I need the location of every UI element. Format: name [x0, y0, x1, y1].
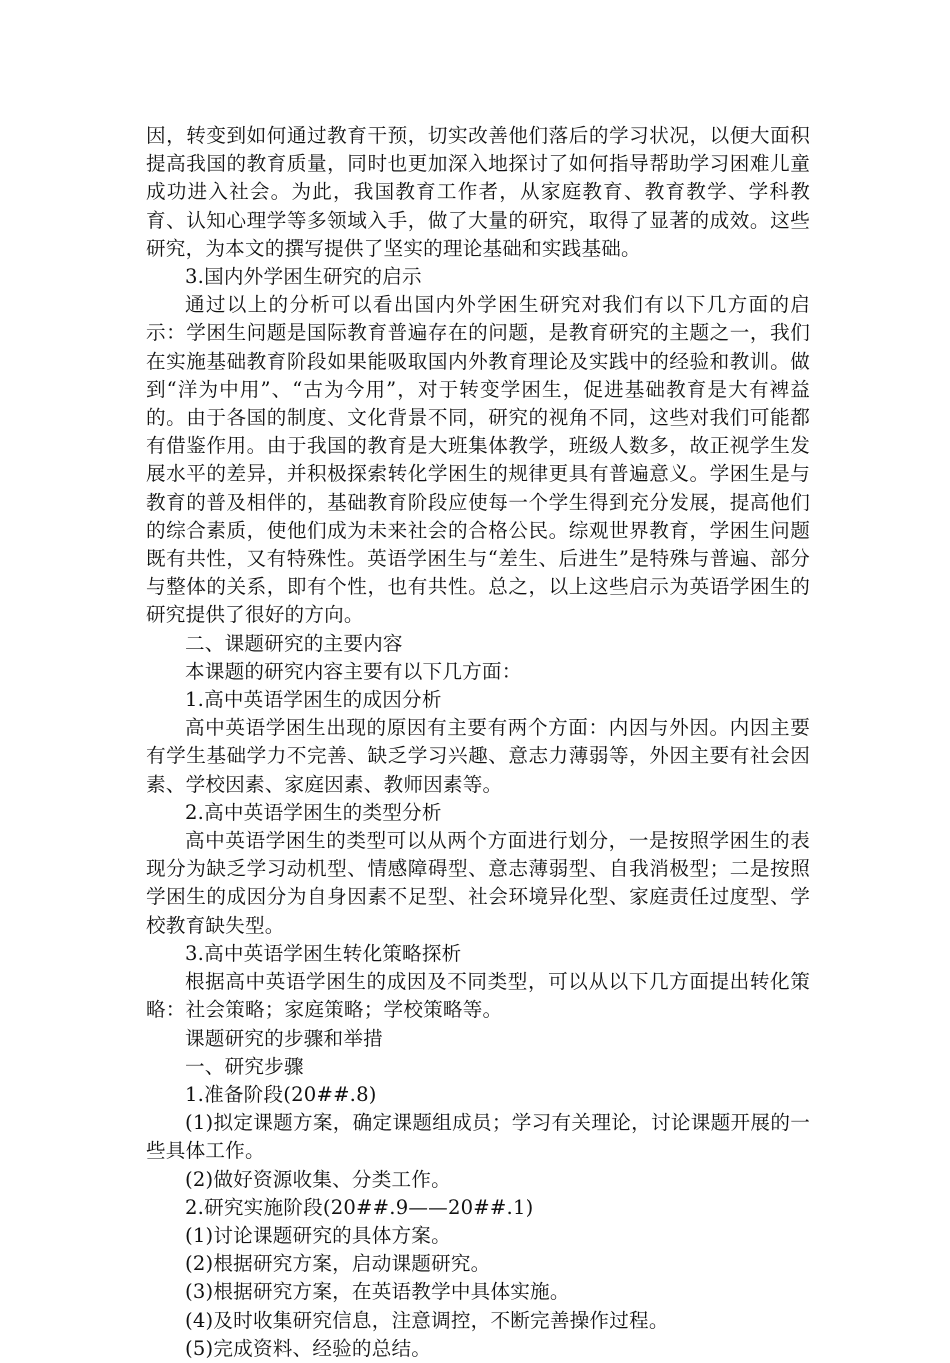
paragraph-strategies: 根据高中英语学困生的成因及不同类型，可以从以下几方面提出转化策略：社会策略；家庭策略；学校策略等。 — [146, 970, 810, 1022]
list-item-impl-2: (2)根据研究方案，启动课题研究。 — [185, 1252, 491, 1276]
list-item-prep-2: (2)做好资源收集、分类工作。 — [185, 1167, 451, 1191]
subheading-causes: 1.高中英语学困生的成因分析 — [185, 688, 442, 712]
paragraph-types: 高中英语学困生的类型可以从两个方面进行划分，一是按照学困生的表现分为缺乏学习动机型、情感障碍型、意志薄弱型、自我消极型；二是按照学困生的成因分为自身因素不足型、社会环境异化型、家庭责任过度型、学校教育缺失型。 — [146, 829, 810, 937]
list-item-impl-5: (5)完成资料、经验的总结。 — [185, 1336, 432, 1360]
paragraph-continuation: 因，转变到如何通过教育干预，切实改善他们落后的学习状况，以便大面积提高我国的教育质量，同时也更加深入地探讨了如何指导帮助学习困难儿童成功进入社会。为此，我国教育工作者，从家庭教育、教育教学、学科教育、认知心理学等多领域入手，做了大量的研究，取得了显著的成效。这些研究，为本文的撰写提供了坚实的理论基础和实践基础。 — [146, 124, 810, 260]
list-item-impl-4: (4)及时收集研究信息，注意调控，不断完善操作过程。 — [185, 1308, 669, 1332]
subheading-types: 2.高中英语学困生的类型分析 — [185, 800, 442, 824]
list-item-impl-3: (3)根据研究方案，在英语教学中具体实施。 — [185, 1280, 570, 1304]
section-heading-main-content: 二、课题研究的主要内容 — [185, 631, 403, 655]
document-body — [146, 122, 810, 1363]
paragraph-content-intro: 本课题的研究内容主要有以下几方面： — [185, 659, 522, 683]
list-item-prep-1: (1)拟定课题方案，确定课题组成员；学习有关理论，讨论课题开展的一些具体工作。 — [146, 1111, 810, 1163]
paragraph-inspiration: 通过以上的分析可以看出国内外学困生研究对我们有以下几方面的启示：学困生问题是国际教育普遍存在的问题，是教育研究的主题之一，我们在实施基础教育阶段如果能吸取国内外教育理论及实践中的经验和教训。做到“洋为中用”、“古为今用”，对于转变学困生，促进基础教育是大有裨益的。由于各国的制度、文化背景不同，研究的视角不同，这些对我们可能都有借鉴作用。由于我国的教育是大班集体教学，班级人数多，故正视学生发展水平的差异，并积极探索转化学困生的规律更具有普遍意义。学困生是与教育的普及相伴的，基础教育阶段应使每一个学生得到充分发展，提高他们的综合素质，使他们成为未来社会的合格公民。综观世界教育，学困生问题既有共性，又有特殊性。英语学困生与“差生、后进生”是特殊与普遍、部分与整体的关系，即有个性，也有共性。总之，以上这些启示为英语学困生的研究提供了很好的方向。 — [146, 293, 810, 627]
list-item-impl-1: (1)讨论课题研究的具体方案。 — [185, 1223, 451, 1247]
paragraph-causes: 高中英语学困生出现的原因有主要有两个方面：内因与外因。内因主要有学生基础学力不完善、缺乏学习兴趣、意志力薄弱等，外因主要有社会因素、学校因素、家庭因素、教师因素等。 — [146, 716, 810, 796]
section-heading-steps-measures: 课题研究的步骤和举措 — [185, 1026, 383, 1050]
subheading-preparation: 1.准备阶段(20##.8) — [185, 1082, 377, 1106]
subheading-implementation: 2.研究实施阶段(20##.9——20##.1) — [185, 1195, 534, 1219]
section-heading-inspiration: 3.国内外学困生研究的启示 — [185, 265, 422, 289]
section-heading-research-steps: 一、研究步骤 — [185, 1054, 304, 1078]
subheading-strategies: 3.高中英语学困生转化策略探析 — [185, 941, 462, 965]
